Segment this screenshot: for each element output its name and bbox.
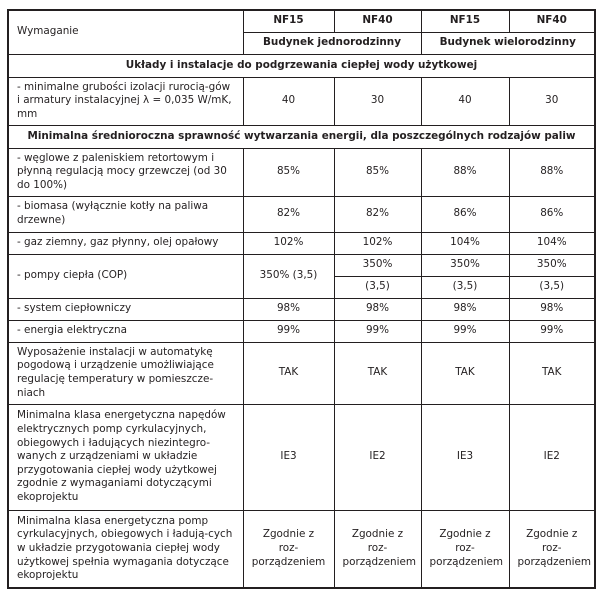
cell-value: 350% [334,254,421,276]
table-row [8,510,595,588]
cell-value: Zgodnie z roz-porządzeniem [421,510,509,588]
table-row [8,320,595,342]
cell-value: 99% [334,320,421,342]
section-row [8,54,595,77]
cell-value: 102% [243,232,334,254]
cell-value: 98% [421,298,509,320]
table-row-heat-pump [8,254,595,276]
row-label: Minimalna klasa energetyczna napędów elektrycznych pomp cyrkulacyjnych, obiegowych i ładujących niezintegro-wanych z urządzeniami w układzie przygotowania ciepłej wody użytkowej zgodnie z wymaganiami dotyczącymi ekoprojektu [8,404,243,510]
cell-value: 40 [421,77,509,125]
cell-value: 82% [334,196,421,232]
cell-value: Zgodnie z roz-porządzeniem [334,510,421,588]
row-label: Minimalna klasa energetyczna pomp cyrkulacyjnych, obiegowych i ładują-cych w układzie przygotowania ciepłej wody użytkowej spełnia wymagania dotyczące ekoprojektu [8,510,243,588]
requirement-header: Wymaganie [8,10,243,54]
row-label: - gaz ziemny, gaz płynny, olej opałowy [8,232,243,254]
group-header-multi-family: Budynek wielorodzinny [421,32,595,54]
cell-subvalue: (3,5) [334,276,421,298]
cell-value: 350% [421,254,509,276]
cell-value: Zgodnie z roz-porządzeniem [243,510,334,588]
cell-value: 85% [334,148,421,196]
cell-value: 85% [243,148,334,196]
cell-value: IE2 [509,404,595,510]
group-header-single-family: Budynek jednorodzinny [243,32,421,54]
section-row [8,125,595,148]
table-row [8,77,595,125]
cell-value: 99% [509,320,595,342]
table-row [8,196,595,232]
header-row-standards [8,10,595,32]
column-header-nf15-single: NF15 [243,10,334,32]
cell-value: 350% (3,5) [243,254,334,298]
cell-value: TAK [421,342,509,404]
cell-value: TAK [243,342,334,404]
cell-value: IE3 [243,404,334,510]
row-label: - energia elektryczna [8,320,243,342]
row-label: - węglowe z paleniskiem retortowym i płynną regulacją mocy grzewczej (od 30 do 100%) [8,148,243,196]
cell-value: 82% [243,196,334,232]
cell-value: 104% [421,232,509,254]
cell-value: 40 [243,77,334,125]
cell-value: 98% [243,298,334,320]
cell-value: 88% [421,148,509,196]
cell-value: 99% [421,320,509,342]
section-title-efficiency: Minimalna średnioroczna sprawność wytwarzania energii, dla poszczególnych rodzajów paliw [8,125,595,148]
row-label: - biomasa (wyłącznie kotły na paliwa drzewne) [8,196,243,232]
table-row [8,404,595,510]
cell-value: IE2 [334,404,421,510]
table-row [8,298,595,320]
row-label: - system ciepłowniczy [8,298,243,320]
table-row [8,232,595,254]
cell-value: 30 [509,77,595,125]
section-title-hot-water: Układy i instalacje do podgrzewania ciepłej wody użytkowej [8,54,595,77]
cell-subvalue: (3,5) [509,276,595,298]
cell-subvalue: (3,5) [421,276,509,298]
cell-value: 350% [509,254,595,276]
table-row [8,148,595,196]
cell-value: TAK [509,342,595,404]
cell-value: 104% [509,232,595,254]
cell-value: 86% [509,196,595,232]
cell-value: 30 [334,77,421,125]
cell-value: 86% [421,196,509,232]
cell-value: 88% [509,148,595,196]
cell-value: 99% [243,320,334,342]
cell-value: IE3 [421,404,509,510]
column-header-nf40-single: NF40 [334,10,421,32]
table-row [8,342,595,404]
cell-value: 98% [334,298,421,320]
cell-value: 102% [334,232,421,254]
column-header-nf40-multi: NF40 [509,10,595,32]
requirements-table [7,9,596,589]
column-header-nf15-multi: NF15 [421,10,509,32]
cell-value: 98% [509,298,595,320]
row-label: - pompy ciepła (COP) [8,254,243,298]
cell-value: Zgodnie z roz-porządzeniem [509,510,595,588]
row-label: Wyposażenie instalacji w automatykę pogodową i urządzenie umożliwiające regulację temperatury w pomieszcze-niach [8,342,243,404]
cell-value: TAK [334,342,421,404]
row-label: - minimalne grubości izolacji rurocią-gów i armatury instalacyjnej λ = 0,035 W/mK, mm [8,77,243,125]
